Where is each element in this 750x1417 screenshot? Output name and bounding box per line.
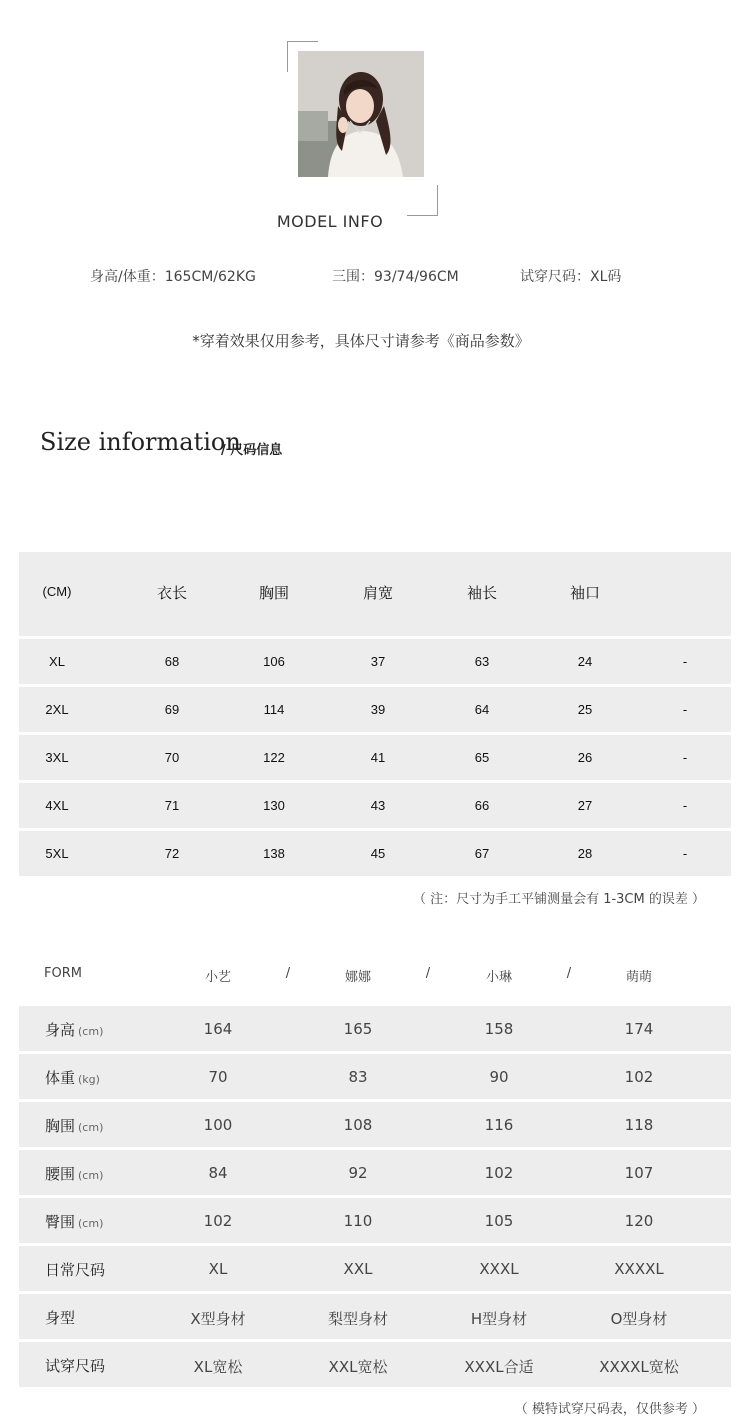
- size-cell: 45: [370, 846, 386, 861]
- form-cell: 108: [343, 1116, 373, 1134]
- form-row-label-text: 试穿尺码: [45, 1357, 106, 1375]
- form-cell: 165: [343, 1020, 373, 1038]
- form-cell: 梨型身材: [327, 1310, 389, 1328]
- form-table: [19, 1006, 731, 1390]
- size-cell: 69: [164, 702, 180, 717]
- form-cell: XXL: [343, 1260, 373, 1278]
- size-cell: 106: [263, 654, 285, 669]
- size-cell: 68: [164, 654, 180, 669]
- form-table-row: [19, 1246, 731, 1291]
- form-row-label: [45, 1019, 103, 1040]
- size-table-row: [19, 639, 731, 684]
- form-cell: 102: [203, 1212, 233, 1230]
- form-model-3: 小琳: [485, 970, 513, 985]
- form-table-row: [19, 1102, 731, 1147]
- form-table-row: [19, 1198, 731, 1243]
- size-cell: 65: [474, 750, 490, 765]
- model-photo: [298, 51, 424, 177]
- size-cell: 43: [370, 798, 386, 813]
- form-cell: 120: [624, 1212, 654, 1230]
- form-cell: 174: [624, 1020, 654, 1038]
- form-row-label-text: 胸围: [45, 1117, 76, 1135]
- form-cell: X型身材: [190, 1310, 246, 1328]
- form-cell: H型身材: [470, 1310, 528, 1328]
- form-cell: 164: [203, 1020, 233, 1038]
- form-row-unit: (cm): [78, 1121, 104, 1134]
- form-row-label-text: 腰围: [45, 1165, 76, 1183]
- size-label: 4XL: [45, 798, 69, 813]
- size-cell: 26: [577, 750, 593, 765]
- form-row-label-text: 身型: [45, 1309, 76, 1327]
- size-label: 2XL: [45, 702, 69, 717]
- form-separator: /: [566, 966, 572, 981]
- form-row-label-text: 体重: [45, 1069, 76, 1087]
- size-cell: -: [682, 702, 688, 717]
- size-info-title: Size information: [40, 428, 241, 456]
- form-row-label: [45, 1067, 100, 1088]
- form-model-4: 萌萌: [625, 970, 653, 985]
- form-table-row: [19, 1054, 731, 1099]
- size-info-subtitle: / 尺码信息: [221, 443, 283, 458]
- form-row-unit: (cm): [78, 1217, 104, 1230]
- size-cell: 71: [164, 798, 180, 813]
- form-row-unit: (cm): [78, 1025, 104, 1038]
- form-cell: XXXL合适: [464, 1358, 534, 1376]
- size-cell: 25: [577, 702, 593, 717]
- size-cell: 72: [164, 846, 180, 861]
- form-cell: XXXL: [479, 1260, 519, 1278]
- size-table-unit: (CM): [42, 584, 72, 599]
- size-cell: 138: [263, 846, 285, 861]
- size-table-row: [19, 687, 731, 732]
- size-label: 3XL: [45, 750, 69, 765]
- size-cell: 67: [474, 846, 490, 861]
- form-cell: 107: [624, 1164, 654, 1182]
- form-cell: XXXXL宽松: [599, 1358, 679, 1376]
- form-row-label-text: 身高: [45, 1021, 76, 1039]
- form-model-2: 娜娜: [344, 970, 372, 985]
- size-label: XL: [49, 654, 65, 669]
- form-cell: 70: [208, 1068, 228, 1086]
- form-table-row: [19, 1150, 731, 1195]
- form-cell: 84: [208, 1164, 228, 1182]
- size-table-header: [19, 552, 731, 636]
- size-cell: 28: [577, 846, 593, 861]
- size-cell: 27: [577, 798, 593, 813]
- size-table-row: [19, 735, 731, 780]
- form-cell: O型身材: [610, 1310, 668, 1328]
- size-cell: 70: [164, 750, 180, 765]
- form-table-row: [19, 1006, 731, 1051]
- size-cell: -: [682, 750, 688, 765]
- form-cell: XXXXL: [614, 1260, 664, 1278]
- form-cell: XXL宽松: [328, 1358, 388, 1376]
- model-photo-illustration: [298, 51, 424, 177]
- form-row-label: [45, 1211, 103, 1232]
- form-cell: XL: [208, 1260, 228, 1278]
- size-col-length: 衣长: [156, 585, 188, 602]
- form-row-label: [45, 1115, 103, 1136]
- size-col-shoulder: 肩宽: [362, 585, 394, 602]
- form-row-unit: (cm): [78, 1169, 104, 1182]
- form-model-1: 小艺: [204, 970, 232, 985]
- model-note: *穿着效果仅用参考，具体尺寸请参考《商品参数》: [192, 332, 530, 350]
- form-cell: 83: [348, 1068, 368, 1086]
- form-row-unit: (kg): [78, 1073, 100, 1086]
- size-cell: -: [682, 798, 688, 813]
- form-cell: 102: [624, 1068, 654, 1086]
- size-cell: 39: [370, 702, 386, 717]
- size-cell: 41: [370, 750, 386, 765]
- form-separator: /: [285, 966, 291, 981]
- model-height-weight: 身高/体重：165CM/62KG: [90, 269, 256, 285]
- form-cell: 110: [343, 1212, 373, 1230]
- form-row-label: [45, 1355, 105, 1376]
- model-fit-size: 试穿尺码：XL码: [520, 269, 622, 285]
- size-cell: 63: [474, 654, 490, 669]
- size-cell: 130: [263, 798, 285, 813]
- size-cell: 66: [474, 798, 490, 813]
- form-row-label-text: 日常尺码: [45, 1261, 106, 1279]
- form-cell: 118: [624, 1116, 654, 1134]
- form-cell: XL宽松: [193, 1358, 243, 1376]
- form-table-row: [19, 1342, 731, 1387]
- size-cell: 24: [577, 654, 593, 669]
- form-cell: 92: [348, 1164, 368, 1182]
- size-col-chest: 胸围: [258, 585, 290, 602]
- size-table-row: [19, 831, 731, 876]
- size-cell: 37: [370, 654, 386, 669]
- form-table-row: [19, 1294, 731, 1339]
- size-label: 5XL: [45, 846, 69, 861]
- size-cell: 114: [263, 702, 285, 717]
- size-cell: -: [682, 654, 688, 669]
- form-row-label: [45, 1259, 105, 1280]
- form-cell: 116: [484, 1116, 514, 1134]
- size-col-cuff: 袖口: [569, 585, 601, 602]
- size-table: [19, 552, 731, 876]
- form-cell: 102: [484, 1164, 514, 1182]
- form-row-label: [45, 1307, 75, 1328]
- size-cell: 122: [263, 750, 285, 765]
- size-cell: 64: [474, 702, 490, 717]
- form-cell: 90: [489, 1068, 509, 1086]
- model-measurements: 三围：93/74/96CM: [332, 269, 459, 285]
- form-row-label-text: 臀围: [45, 1213, 76, 1231]
- size-cell: -: [682, 846, 688, 861]
- size-col-sleeve: 袖长: [466, 585, 498, 602]
- form-table-note: （ 模特试穿尺码表，仅供参考 ）: [514, 1402, 705, 1417]
- form-separator: /: [425, 966, 431, 981]
- size-table-note: （ 注：尺寸为手工平铺测量会有 1-3CM 的误差 ）: [412, 892, 705, 907]
- form-label: FORM: [44, 966, 82, 981]
- form-row-label: [45, 1163, 103, 1184]
- size-table-row: [19, 783, 731, 828]
- form-cell: 158: [484, 1020, 514, 1038]
- model-info-title: MODEL INFO: [276, 212, 384, 231]
- form-cell: 105: [484, 1212, 514, 1230]
- form-cell: 100: [203, 1116, 233, 1134]
